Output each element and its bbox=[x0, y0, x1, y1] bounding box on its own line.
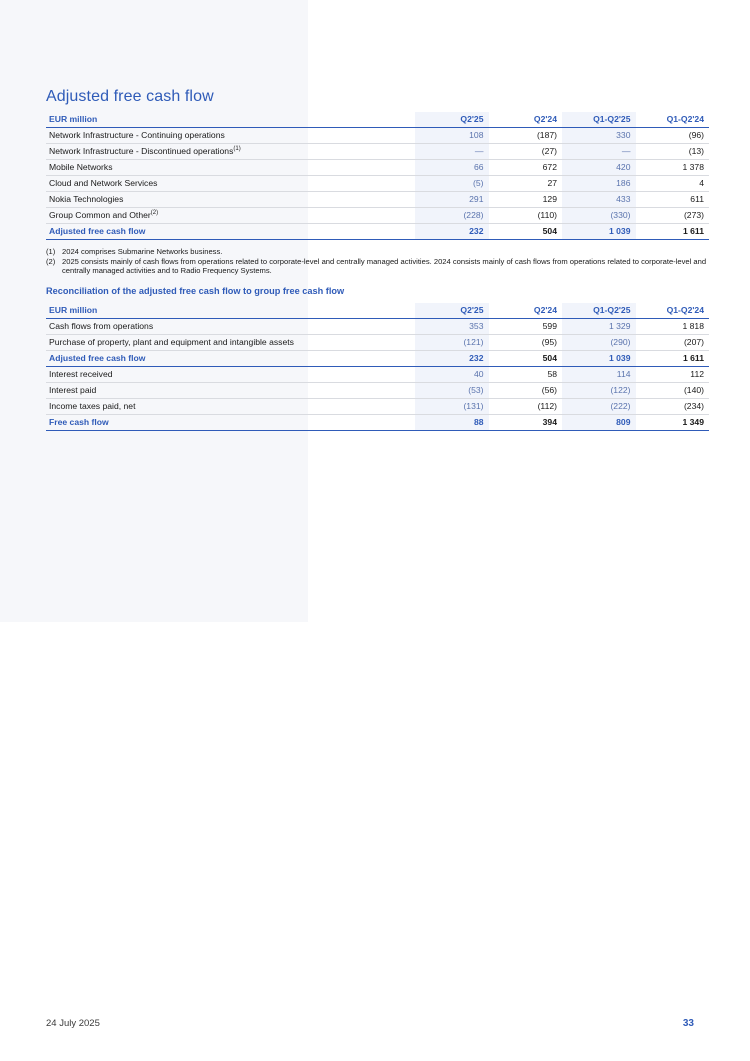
cell-value: 611 bbox=[636, 192, 710, 208]
cell-value: (273) bbox=[636, 208, 710, 224]
row-label: Group Common and Other$^{(2)}$ bbox=[46, 208, 415, 224]
total-value: 1 039 bbox=[562, 224, 636, 240]
header-q2-24: Q2'24 bbox=[489, 303, 563, 319]
total-label: Free cash flow bbox=[46, 414, 415, 430]
page-number: 33 bbox=[682, 1018, 694, 1029]
reconciliation-table bbox=[46, 303, 709, 431]
subtotal-value: 504 bbox=[489, 350, 563, 366]
total-value: 809 bbox=[562, 414, 636, 430]
cell-value: 1 818 bbox=[636, 318, 710, 334]
cell-value: 353 bbox=[415, 318, 489, 334]
cell-value: 599 bbox=[489, 318, 563, 334]
row-label: Cash flows from operations bbox=[46, 318, 415, 334]
footer-date: 24 July 2025 bbox=[46, 1018, 100, 1029]
cell-value: — bbox=[562, 144, 636, 160]
footnote-ref: (2) bbox=[150, 210, 159, 216]
row-label: Purchase of property, plant and equipment and intangible assets bbox=[46, 334, 415, 350]
total-label: Adjusted free cash flow bbox=[46, 224, 415, 240]
cell-value: (13) bbox=[636, 144, 710, 160]
cell-value: 4 bbox=[636, 176, 710, 192]
cell-value: (228) bbox=[415, 208, 489, 224]
cell-value: (140) bbox=[636, 382, 710, 398]
subtotal-value: 232 bbox=[415, 350, 489, 366]
cell-value: (27) bbox=[489, 144, 563, 160]
total-row bbox=[46, 224, 709, 240]
total-value: 394 bbox=[489, 414, 563, 430]
cell-value: — bbox=[415, 144, 489, 160]
cell-value: 66 bbox=[415, 160, 489, 176]
footnotes bbox=[46, 247, 709, 276]
subtotal-value: 1 611 bbox=[636, 350, 710, 366]
cell-value: 330 bbox=[562, 128, 636, 144]
page-content bbox=[46, 86, 709, 431]
table-row bbox=[46, 334, 709, 350]
row-label: Income taxes paid, net bbox=[46, 398, 415, 414]
header-q2-25: Q2'25 bbox=[415, 303, 489, 319]
header-h1-25: Q1-Q2'25 bbox=[562, 112, 636, 128]
subtotal-row bbox=[46, 350, 709, 366]
cell-value: (121) bbox=[415, 334, 489, 350]
cell-value: (330) bbox=[562, 208, 636, 224]
table-row bbox=[46, 382, 709, 398]
cell-value: 112 bbox=[636, 366, 710, 382]
table-row bbox=[46, 398, 709, 414]
cell-value: (207) bbox=[636, 334, 710, 350]
table-header-row bbox=[46, 112, 709, 128]
cell-value: 129 bbox=[489, 192, 563, 208]
cell-value: (53) bbox=[415, 382, 489, 398]
row-label: Network Infrastructure - Continuing operations bbox=[46, 128, 415, 144]
header-h1-24: Q1-Q2'24 bbox=[636, 112, 710, 128]
subtotal-value: 1 039 bbox=[562, 350, 636, 366]
table-row bbox=[46, 366, 709, 382]
total-row bbox=[46, 414, 709, 430]
cell-value: 1 378 bbox=[636, 160, 710, 176]
cell-value: 114 bbox=[562, 366, 636, 382]
cell-value: 27 bbox=[489, 176, 563, 192]
cell-value: (122) bbox=[562, 382, 636, 398]
footnote bbox=[46, 257, 709, 276]
header-q2-25: Q2'25 bbox=[415, 112, 489, 128]
footnote-ref: (1) bbox=[233, 146, 241, 152]
cell-value: (187) bbox=[489, 128, 563, 144]
section-title-reconciliation: Reconciliation of the adjusted free cash flow to group free cash flow bbox=[46, 285, 345, 296]
cell-value: (131) bbox=[415, 398, 489, 414]
total-value: 1 349 bbox=[636, 414, 710, 430]
cell-value: (56) bbox=[489, 382, 563, 398]
cell-value: (95) bbox=[489, 334, 563, 350]
table-row bbox=[46, 208, 709, 224]
table-row bbox=[46, 176, 709, 192]
row-label: Nokia Technologies bbox=[46, 192, 415, 208]
row-label: Cloud and Network Services bbox=[46, 176, 415, 192]
header-label: EUR million bbox=[46, 303, 415, 319]
cell-value: 186 bbox=[562, 176, 636, 192]
section-title-adjusted-fcf: Adjusted free cash flow bbox=[46, 88, 214, 105]
cell-value: 1 329 bbox=[562, 318, 636, 334]
total-value: 88 bbox=[415, 414, 489, 430]
row-label: Network Infrastructure - Discontinued operations$^{(1)}$ bbox=[46, 144, 415, 160]
table-row bbox=[46, 192, 709, 208]
cell-value: 58 bbox=[489, 366, 563, 382]
cell-value: 108 bbox=[415, 128, 489, 144]
row-label: Interest received bbox=[46, 366, 415, 382]
total-value: 1 611 bbox=[636, 224, 710, 240]
cell-value: 433 bbox=[562, 192, 636, 208]
cell-value: 40 bbox=[415, 366, 489, 382]
footnote bbox=[46, 247, 709, 257]
table-row bbox=[46, 160, 709, 176]
cell-value: (112) bbox=[489, 398, 563, 414]
footnote-marker: (2) bbox=[46, 256, 56, 266]
cell-value: 672 bbox=[489, 160, 563, 176]
cell-value: (5) bbox=[415, 176, 489, 192]
footnote-text: 2024 comprises Submarine Networks business. bbox=[62, 247, 223, 256]
cell-value: (290) bbox=[562, 334, 636, 350]
header-h1-24: Q1-Q2'24 bbox=[636, 303, 710, 319]
total-value: 232 bbox=[415, 224, 489, 240]
row-label: Mobile Networks bbox=[46, 160, 415, 176]
cell-value: 291 bbox=[415, 192, 489, 208]
cell-value: 420 bbox=[562, 160, 636, 176]
table-row bbox=[46, 144, 709, 160]
footnote-marker: (1) bbox=[46, 247, 56, 256]
footnote-text: 2025 consists mainly of cash flows from operations related to corporate-level and centrally managed activities. 2024 consists mainly of cash flows from operations related to corporate-level and centrally managed activities and to Radio Frequency Systems. bbox=[62, 256, 707, 275]
row-label: Interest paid bbox=[46, 382, 415, 398]
cell-value: (222) bbox=[562, 398, 636, 414]
total-value: 504 bbox=[489, 224, 563, 240]
cell-value: (96) bbox=[636, 128, 710, 144]
header-h1-25: Q1-Q2'25 bbox=[562, 303, 636, 319]
table-row bbox=[46, 128, 709, 144]
cell-value: (110) bbox=[489, 208, 563, 224]
table-row bbox=[46, 318, 709, 334]
table-header-row bbox=[46, 303, 709, 319]
header-label: EUR million bbox=[46, 112, 415, 128]
subtotal-label: Adjusted free cash flow bbox=[46, 350, 415, 366]
header-q2-24: Q2'24 bbox=[489, 112, 563, 128]
cell-value: (234) bbox=[636, 398, 710, 414]
adjusted-fcf-table bbox=[46, 112, 709, 240]
